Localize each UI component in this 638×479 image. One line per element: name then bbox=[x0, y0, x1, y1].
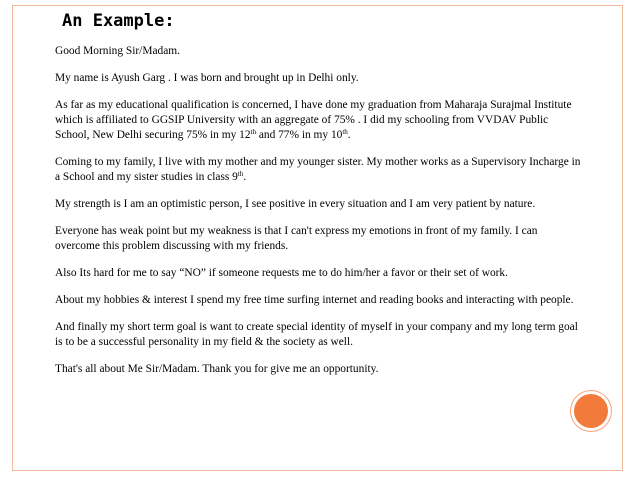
saying-no-paragraph: Also Its hard for me to say “NO” if someone requests me to do him/her a favor or their set of work. bbox=[55, 267, 508, 279]
slide-title: An Example: bbox=[62, 11, 175, 31]
family-text-part-2: . bbox=[243, 171, 247, 183]
goals-paragraph: And finally my short term goal is want to create special identity of myself in your company and my long term goal is to be a successful personality in my field & the society as well. bbox=[55, 321, 578, 348]
superscript-ninth: th bbox=[237, 170, 244, 178]
hobbies-paragraph: About my hobbies & interest I spend my free time surfing internet and reading books and interacting with people. bbox=[55, 294, 574, 306]
family-text-part-1: Coming to my family, I live with my mother and my younger sister. My mother works as a Supervisory Incharge in a School and my sister studies in class 9 bbox=[55, 156, 581, 183]
strength-paragraph: My strength is I am an optimistic person, I see positive in every situation and I am very patient by nature. bbox=[55, 198, 536, 210]
introduction-paragraph: My name is Ayush Garg . I was born and brought up in Delhi only. bbox=[55, 72, 359, 84]
education-text-part-3: . bbox=[347, 129, 351, 141]
weakness-paragraph: Everyone has weak point but my weakness is that I can't express my emotions in front of my family. I can overcome this problem discussing with my friends. bbox=[55, 225, 538, 252]
greeting-paragraph: Good Morning Sir/Madam. bbox=[55, 45, 180, 57]
superscript-twelfth: th bbox=[250, 128, 256, 136]
slide-body bbox=[55, 44, 585, 377]
education-text-part-1: As far as my educational qualification is concerned, I have done my graduation from Maharaja Surajmal Institute which is affiliated to GGSIP University with an aggregate of 75% . I did my schooling from VVDAV Public School, New Delhi securing 75% in my 12 bbox=[55, 99, 572, 141]
decorative-orange-circle bbox=[574, 394, 608, 428]
education-text-part-2: and 77% in my 10 bbox=[255, 129, 343, 141]
family-paragraph bbox=[55, 155, 585, 185]
education-paragraph bbox=[55, 98, 585, 143]
superscript-tenth: th bbox=[342, 128, 348, 136]
closing-paragraph: That's all about Me Sir/Madam. Thank you for give me an opportunity. bbox=[55, 363, 379, 375]
